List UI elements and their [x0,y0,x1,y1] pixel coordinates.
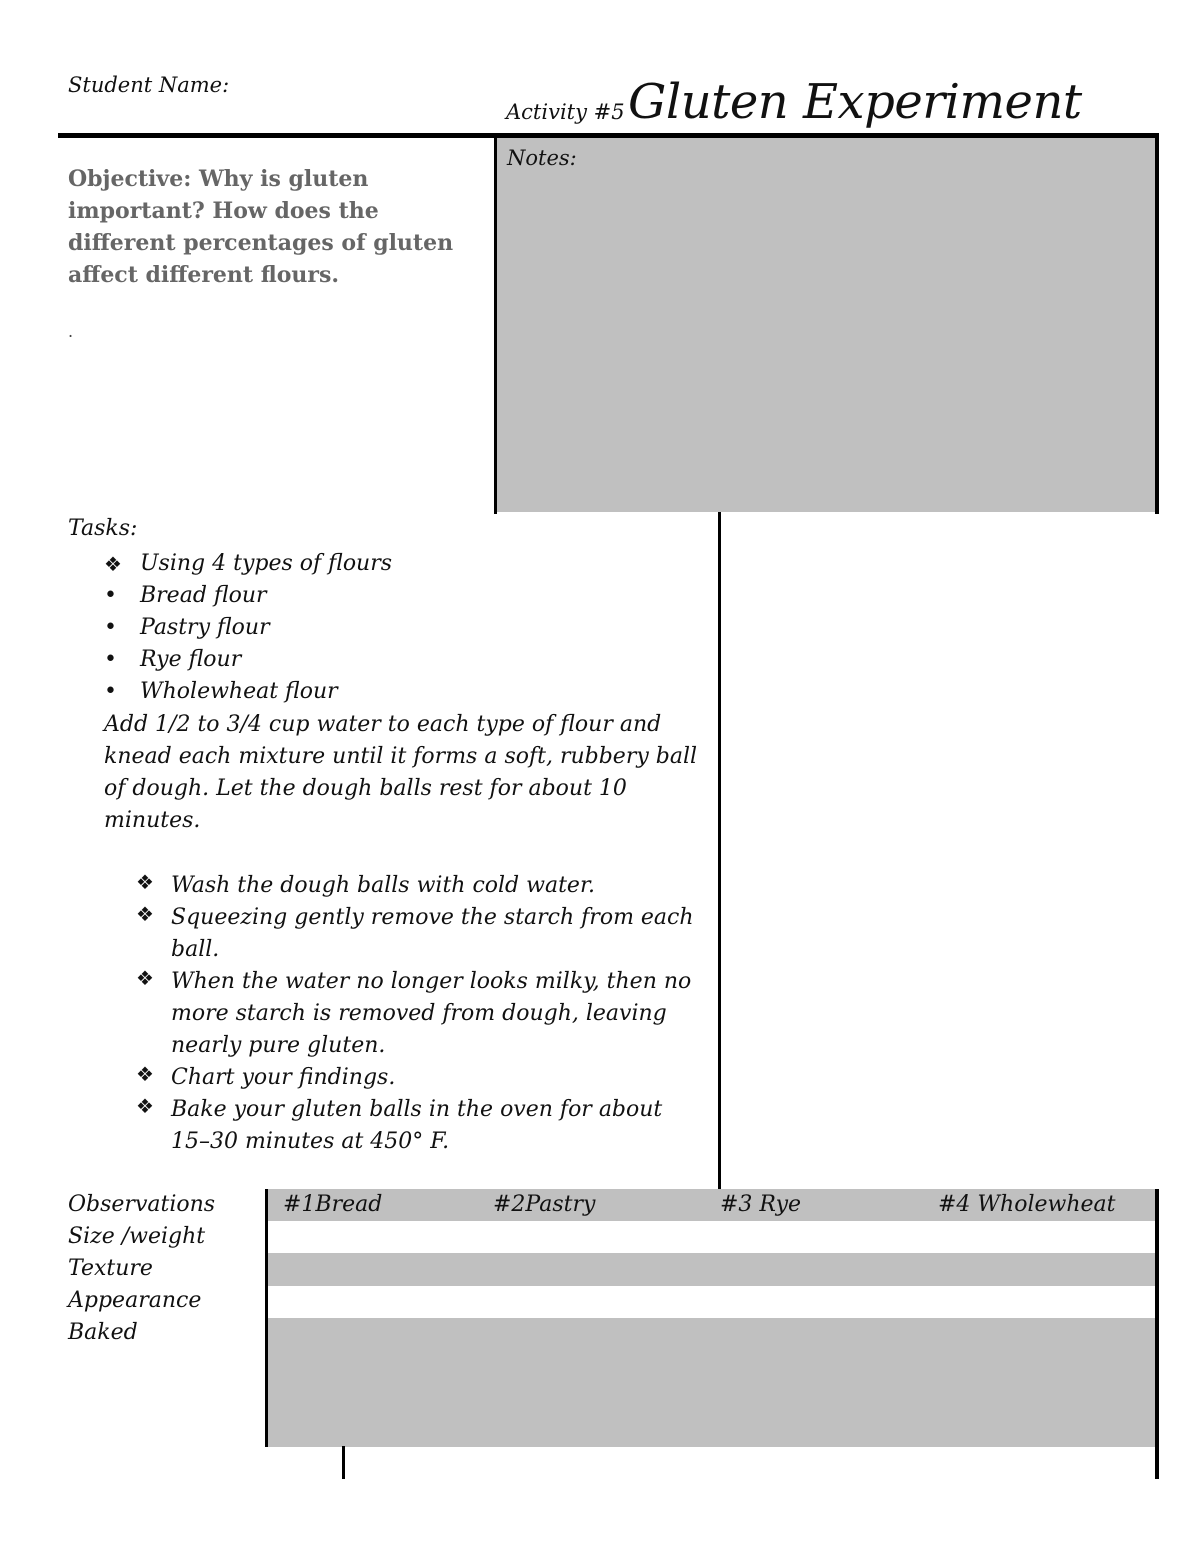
flour-name: Rye flour [140,647,242,672]
diamond-bullet-icon: ❖ [104,552,122,576]
diamond-bullet-icon: ❖ [136,1094,154,1118]
diamond-bullet-icon: ❖ [136,1062,154,1086]
observations-right-border [1155,1189,1159,1479]
tasks-divider [718,512,721,1190]
step-line: ball. [171,937,220,962]
observations-label: Observations [68,1192,216,1217]
tasks-label: Tasks: [68,516,138,541]
step-line: nearly pure gluten. [171,1033,386,1058]
flour-name: Bread flour [140,583,267,608]
page-title: Gluten Experiment [628,74,1082,130]
notes-left-border [494,138,497,514]
bullet-icon: • [104,647,117,672]
bullet-icon: • [104,583,117,608]
row-label-appearance: Appearance [68,1288,202,1313]
diamond-bullet-icon: ❖ [136,902,154,926]
step-line: Bake your gluten balls in the oven for about [171,1097,663,1122]
step-line: Wash the dough balls with cold water. [171,873,596,898]
student-name-label: Student Name: [68,73,230,97]
column-header-wholewheat: #4 Wholewheat [938,1192,1116,1217]
step-line: Chart your findings. [171,1065,396,1090]
task-intro-text: Using 4 types of flours [140,551,393,576]
flour-name: Pastry flour [140,615,270,640]
observations-left-border [265,1189,268,1447]
step-line: When the water no longer looks milky, then no [171,969,692,994]
instruction-line: minutes. [104,808,201,833]
row-label-texture: Texture [68,1256,153,1281]
observations-grid [266,1189,1156,1447]
activity-number-label: Activity #5 [506,100,625,124]
step-line: 15–30 minutes at 450° F. [171,1129,450,1154]
bullet-icon: • [104,679,117,704]
bullet-icon: • [104,615,117,640]
column-header-pastry: #2Pastry [493,1192,596,1217]
texture-row-band[interactable] [266,1253,1156,1286]
diamond-bullet-icon: ❖ [136,870,154,894]
step-line: Squeezing gently remove the starch from each [171,905,694,930]
step-line: more starch is removed from dough, leaving [171,1001,667,1026]
instruction-line: Add 1/2 to 3/4 cup water to each type of flour and [104,712,662,737]
notes-panel[interactable] [495,138,1156,512]
flour-name: Wholewheat flour [140,679,338,704]
observations-bottom-tick [342,1446,345,1479]
column-header-rye: #3 Rye [720,1192,802,1217]
column-header-bread: #1Bread [283,1192,383,1217]
notes-right-border [1155,135,1159,514]
baked-row-band[interactable] [266,1318,1156,1447]
objective-text: Objective: Why is gluten important? How does the different percentages of gluten affect different flours. [68,166,454,288]
instruction-line: of dough. Let the dough balls rest for about 10 [104,776,627,801]
instruction-line: knead each mixture until it forms a soft, rubbery ball [104,744,698,769]
diamond-bullet-icon: ❖ [136,966,154,990]
stray-dot: . [68,322,74,341]
row-label-size-weight: Size /weight [68,1224,206,1249]
notes-label: Notes: [507,146,577,170]
row-label-baked: Baked [68,1320,138,1345]
